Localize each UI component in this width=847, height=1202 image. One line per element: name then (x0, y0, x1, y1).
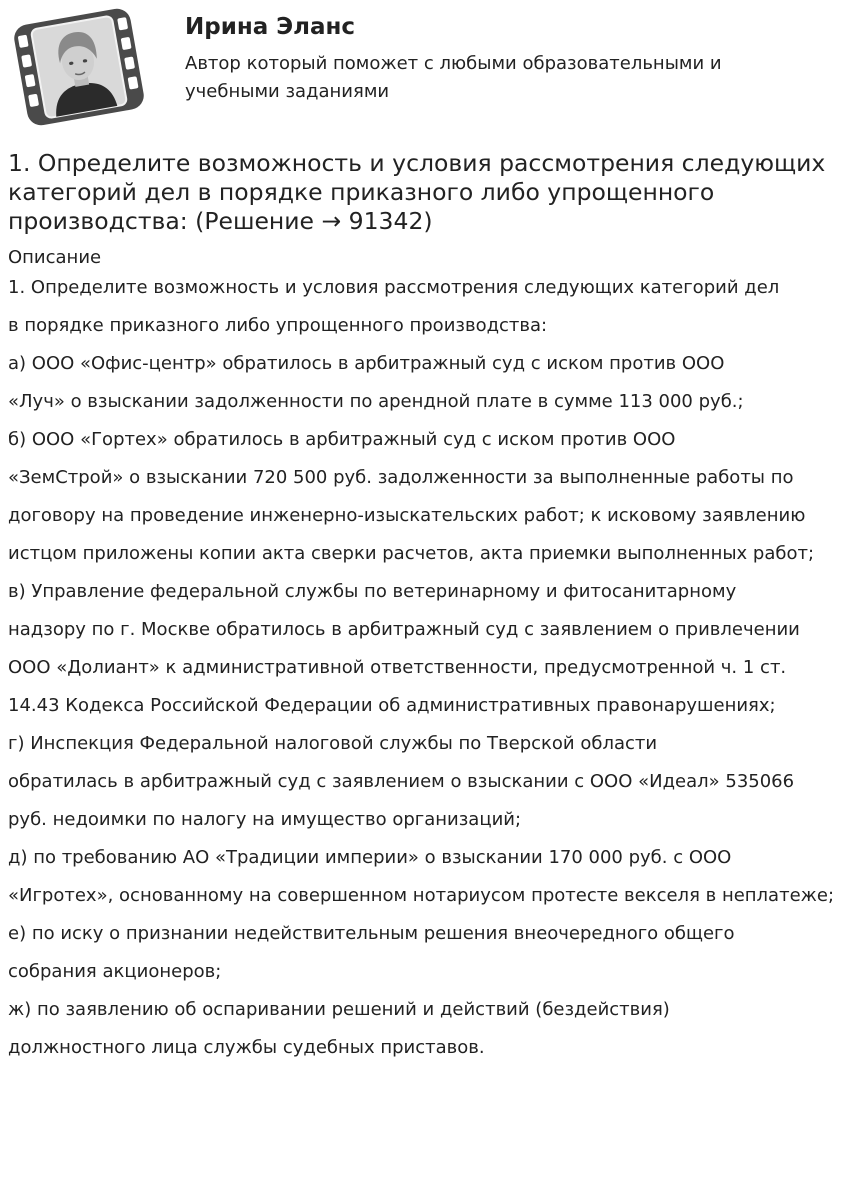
description-line: в) Управление федеральной службы по ветеринарному и фитосанитарному (8, 581, 737, 602)
description-line: должностного лица службы судебных приставов. (8, 1037, 485, 1058)
description-line: 14.43 Кодекса Российской Федерации об административных правонарушениях; (8, 695, 776, 716)
description-line: «Игротех», основанному на совершенном нотариусом протесте векселя в неплатеже; (8, 885, 835, 906)
task-title: 1. Определите возможность и условия рассмотрения следующих категорий дел в порядке приказного либо упрощенного производства: (Решение → 91342) (8, 149, 826, 235)
description-line: руб. недоимки по налогу на имущество организаций; (8, 809, 522, 830)
description-line: д) по требованию АО «Традиции империи» о взыскании 170 000 руб. с ООО (8, 847, 732, 868)
description-line: в порядке приказного либо упрощенного производства: (8, 315, 548, 336)
avatar (6, 6, 152, 128)
task-description (8, 274, 844, 1072)
description-line: надзору по г. Москве обратилось в арбитражный суд с заявлением о привлечении (8, 619, 800, 640)
description-line: истцом приложены копии акта сверки расчетов, акта приемки выполненных работ; (8, 543, 815, 564)
description-line: собрания акционеров; (8, 961, 222, 982)
description-line: е) по иску о признании недействительным решения внеочередного общего (8, 923, 735, 944)
description-line: обратилась в арбитражный суд с заявлением о взыскании с ООО «Идеал» 535066 (8, 771, 795, 792)
description-line: 1. Определите возможность и условия рассмотрения следующих категорий дел (8, 277, 780, 298)
description-line: б) ООО «Гортех» обратилось в арбитражный суд с иском против ООО (8, 429, 676, 450)
description-line: ООО «Долиант» к административной ответственности, предусмотренной ч. 1 ст. (8, 657, 787, 678)
author-name: Ирина Эланс (185, 14, 356, 40)
author-card (0, 0, 847, 135)
film-frame-portrait-icon (6, 6, 152, 128)
description-line: «ЗемСтрой» о взыскании 720 500 руб. задолженности за выполненные работы по (8, 467, 794, 488)
author-description: Автор который поможет с любыми образовательными и учебными заданиями (185, 53, 722, 102)
description-line: а) ООО «Офис-центр» обратилось в арбитражный суд с иском против ООО (8, 353, 725, 374)
description-line: «Луч» о взыскании задолженности по арендной плате в сумме 113 000 руб.; (8, 391, 744, 412)
description-line: г) Инспекция Федеральной налоговой службы по Тверской области (8, 733, 658, 754)
description-line: ж) по заявлению об оспаривании решений и действий (бездействия) (8, 999, 670, 1020)
description-label: Описание (8, 247, 102, 268)
description-line: договору на проведение инженерно-изыскательских работ; к исковому заявлению (8, 505, 806, 526)
